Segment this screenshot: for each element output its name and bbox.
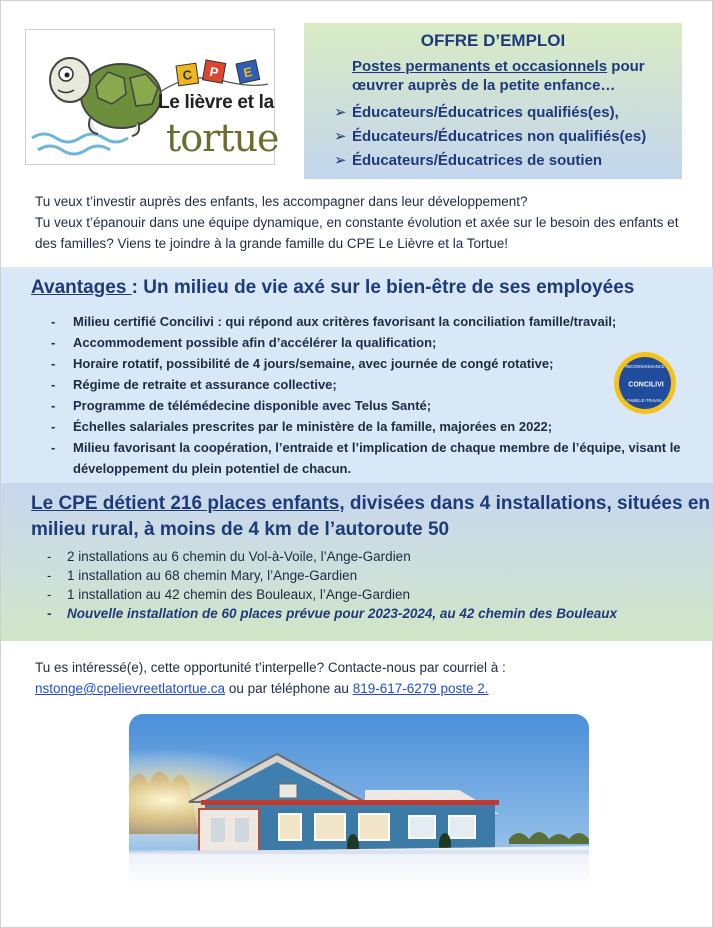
intro-line-2: Tu veux t’épanouir dans une équipe dynamique, en constante évolution et axée sur le besoin des enfants et des familles? Viens te joindre à la grande famille du CPE Le Lièvre et la Tortue! bbox=[35, 215, 679, 251]
location-item: - 2 installations au 6 chemin du Vol-à-Voile, l’Ange-Gardien bbox=[47, 547, 707, 566]
contact-line-1: Tu es intéressé(e), cette opportunité t’interpelle? Contacte-nous par courriel à : bbox=[35, 660, 506, 675]
cpe-logo bbox=[25, 29, 279, 165]
advantages-list bbox=[51, 311, 701, 479]
position-item: ➢ Éducateurs/Éducatrices qualifiés(es), bbox=[334, 101, 679, 125]
concilivi-badge-icon bbox=[613, 351, 677, 415]
advantage-item: - Horaire rotatif, possibilité de 4 jours/semaine, avec journée de congé rotative; bbox=[51, 353, 591, 374]
advantage-item: - Régime de retraite et assurance collective; bbox=[51, 374, 701, 395]
cpe-locations-section bbox=[1, 483, 713, 641]
logo-block-c: C bbox=[181, 66, 194, 84]
cpe-title bbox=[31, 491, 711, 543]
badge-center-text: CONCILIVI bbox=[628, 381, 664, 389]
arrow-bullet-icon: ➢ bbox=[334, 128, 347, 145]
badge-bottom-text: FAMILLE-TRAVAIL bbox=[627, 398, 663, 403]
arrow-bullet-icon: ➢ bbox=[334, 152, 347, 169]
daycare-building-photo bbox=[129, 714, 589, 886]
advantage-item: - Programme de télémédecine disponible avec Telus Santé; bbox=[51, 395, 701, 416]
advantages-section bbox=[1, 267, 713, 483]
position-list bbox=[334, 101, 679, 173]
cpe-title-rest: , divisées dans 4 installations, situées en milieu rural, à moins de 4 km de l’autoroute 50 bbox=[31, 493, 710, 540]
offer-subtitle-underlined: Postes permanents et occasionnels bbox=[352, 58, 608, 75]
advantage-item: - Milieu favorisant la coopération, l’entraide et l’implication de chaque membre de l’équipe, visant le développement du plein potentiel de chacun. bbox=[51, 437, 701, 479]
contact-text bbox=[35, 657, 695, 699]
intro-text bbox=[35, 191, 695, 254]
new-location-item: - Nouvelle installation de 60 places prévue pour 2023-2024, au 42 chemin des Bouleaux bbox=[47, 604, 707, 623]
position-item: ➢ Éducateurs/Éducatrices non qualifiés(es) bbox=[334, 125, 679, 149]
offer-subtitle-rest: pour œuvrer auprès de la petite enfance… bbox=[352, 58, 645, 94]
advantage-item: - Échelles salariales prescrites par le ministère de la famille, majorées en 2022; bbox=[51, 416, 701, 437]
logo-block-e: E bbox=[242, 63, 254, 81]
phone-link[interactable]: 819-617-6279 poste 2. bbox=[352, 681, 489, 696]
arrow-bullet-icon: ➢ bbox=[334, 104, 347, 121]
location-item: - 1 installation au 42 chemin des Bouleaux, l’Ange-Gardien bbox=[47, 585, 707, 604]
advantage-item: - Milieu certifié Concilivi : qui répond aux critères favorisant la conciliation famille/travail; bbox=[51, 311, 701, 332]
advantage-item: - Accommodement possible afin d’accélérer la qualification; bbox=[51, 332, 701, 353]
offer-title: OFFRE D’EMPLOI bbox=[420, 31, 566, 50]
job-offer-box bbox=[304, 23, 682, 179]
logo-block-p: P bbox=[208, 63, 220, 81]
advantages-title-rest: : Un milieu de vie axé sur le bien-être de ses employées bbox=[131, 277, 635, 298]
building-illustration bbox=[129, 714, 589, 886]
location-item: - 1 installation au 68 chemin Mary, l’Ange-Gardien bbox=[47, 566, 707, 585]
position-item: ➢ Éducateurs/Éducatrices de soutien bbox=[334, 149, 679, 173]
contact-line-2: nstonge@cpelievreetlatortue.ca ou par téléphone au 819-617-6279 poste 2. bbox=[35, 681, 489, 696]
intro-line-1: Tu veux t’investir auprès des enfants, les accompagner dans leur développement? bbox=[35, 194, 528, 209]
locations-list bbox=[47, 547, 707, 623]
advantages-title-underlined: Avantages bbox=[31, 277, 132, 298]
offer-subtitle bbox=[352, 57, 672, 95]
advantages-title bbox=[31, 277, 634, 299]
logo-name-line1: Le lièvre et la bbox=[158, 92, 274, 113]
email-link[interactable]: nstonge@cpelievreetlatortue.ca bbox=[35, 681, 226, 696]
logo-name-line2: tortue bbox=[166, 116, 279, 160]
badge-top-text: RECONNAISSANCE bbox=[625, 364, 665, 369]
cpe-title-underlined: Le CPE détient 216 places enfants bbox=[31, 493, 340, 514]
